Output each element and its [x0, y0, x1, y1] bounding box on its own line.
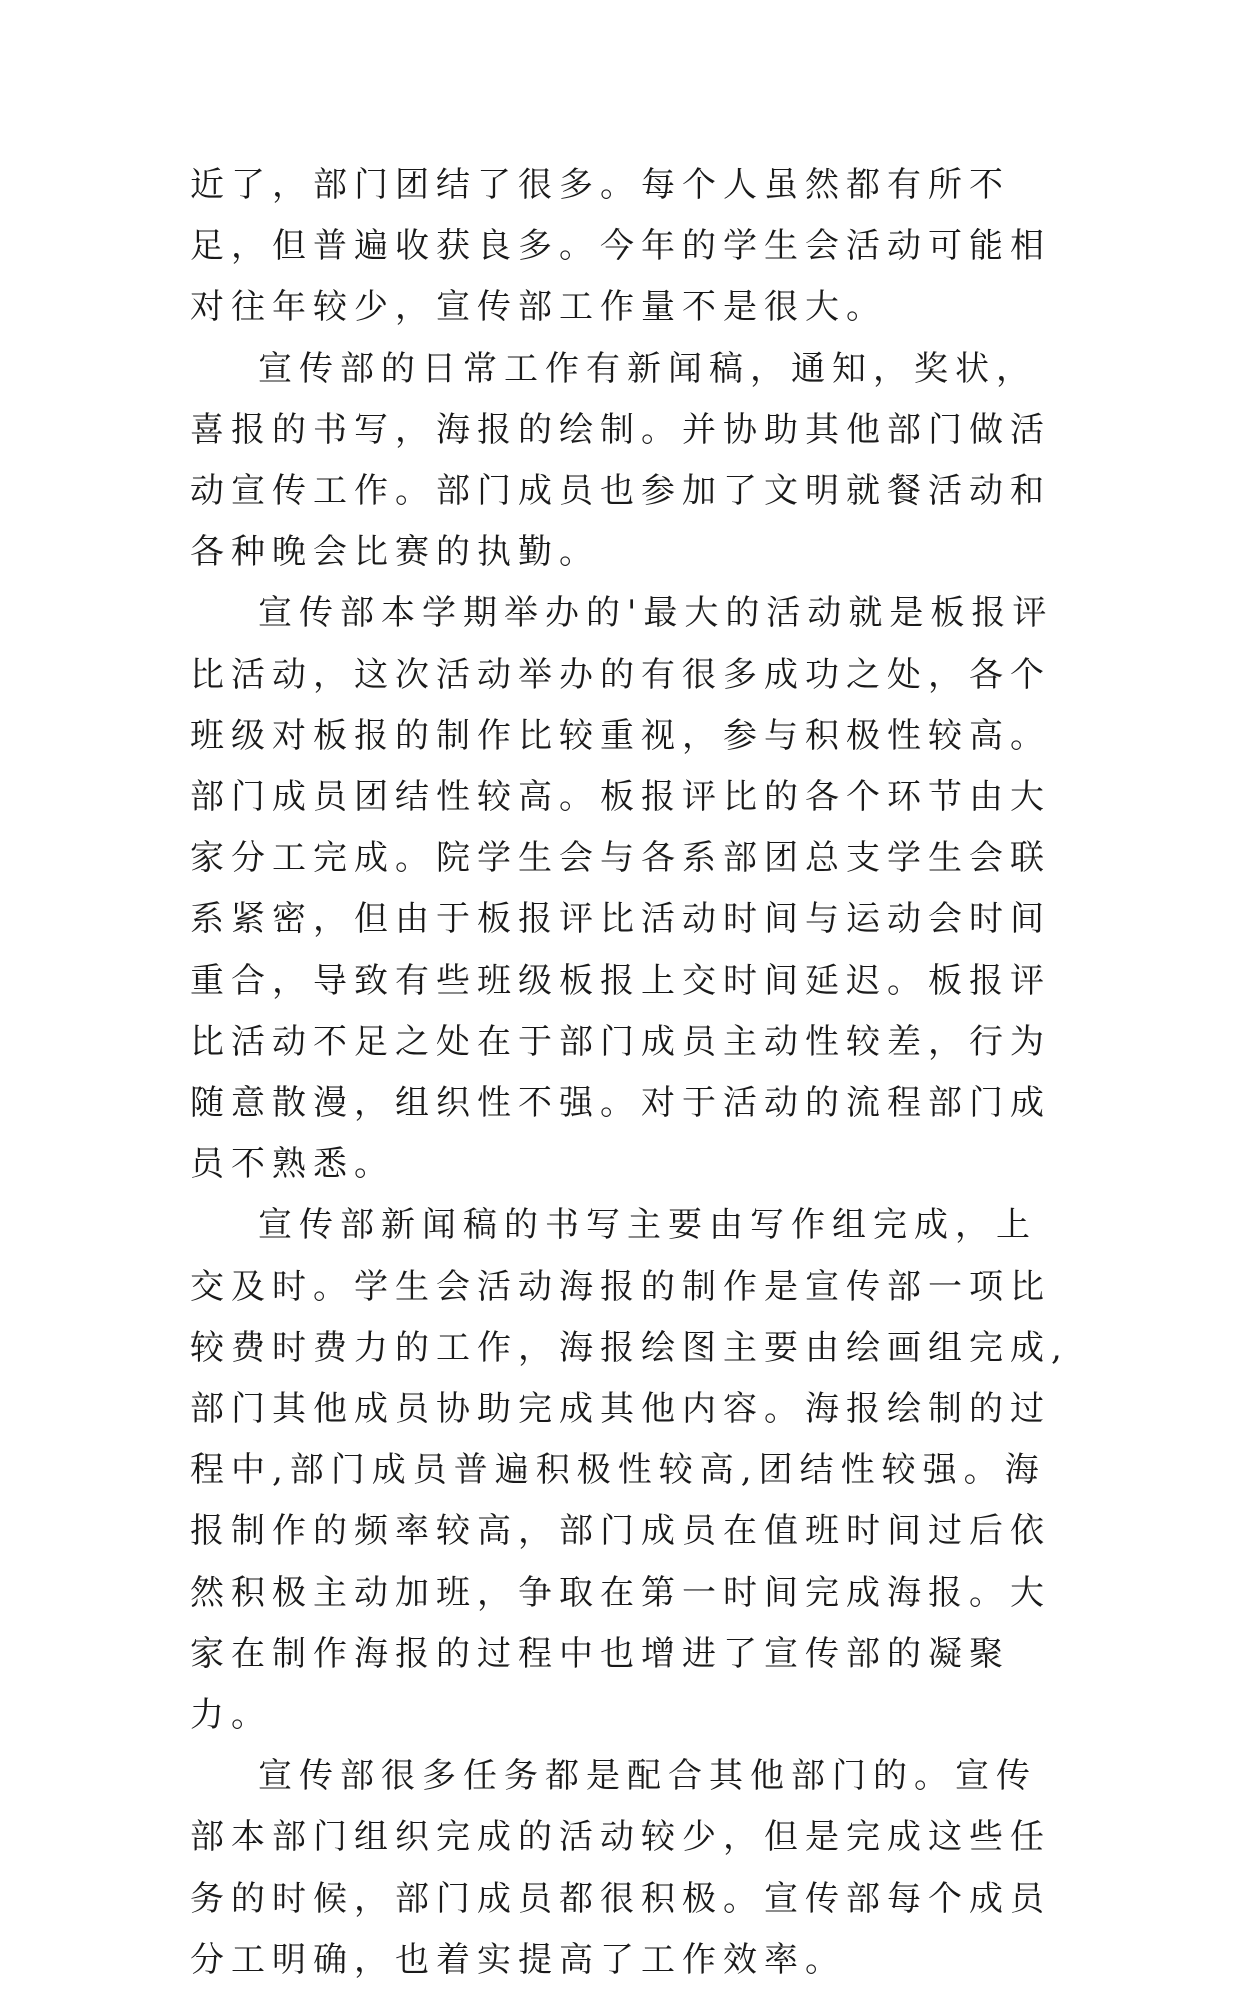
paragraph-2: 宣传部的日常工作有新闻稿，通知，奖状，喜报的书写，海报的绘制。并协助其他部门做活动宣传工作。部门成员也参加了文明就餐活动和各种晚会比赛的执勤。 [190, 348, 1051, 573]
paragraph-1: 近了，部门团结了很多。每个人虽然都有所不足，但普遍收获良多。今年的学生会活动可能相对往年较少，宣传部工作量不是很大。 [190, 165, 1051, 328]
paragraph-4: 宣传部新闻稿的书写主要由写作组完成，上交及时。学生会活动海报的制作是宣传部一项比较费时费力的工作，海报绘图主要由绘画组完成,部门其他成员协助完成其他内容。海报绘制的过程中,部门成员普遍积极性较高,团结性较强。海报制作的频率较高，部门成员在值班时间过后依然积极主动加班，争取在第一时间完成海报。大家在制作海报的过程中也增进了宣传部的凝聚力。 [190, 1205, 1069, 1736]
paragraph-3: 宣传部本学期举办的'最大的活动就是板报评比活动，这次活动举办的有很多成功之处，各个班级对板报的制作比较重视，参与积极性较高。部门成员团结性较高。板报评比的各个环节由大家分工完成。院学生会与各系部团总支学生会联系紧密，但由于板报评比活动时间与运动会时间重合，导致有些班级板报上交时间延迟。板报评比活动不足之处在于部门成员主动性较差，行为随意散漫，组织性不强。对于活动的流程部门成员不熟悉。 [190, 593, 1054, 1185]
paragraph-5: 宣传部很多任务都是配合其他部门的。宣传部本部门组织完成的活动较少，但是完成这些任务的时候，部门成员都很积极。宣传部每个成员分工明确，也着实提高了工作效率。 [190, 1756, 1051, 1980]
document-body [190, 155, 1070, 1991]
